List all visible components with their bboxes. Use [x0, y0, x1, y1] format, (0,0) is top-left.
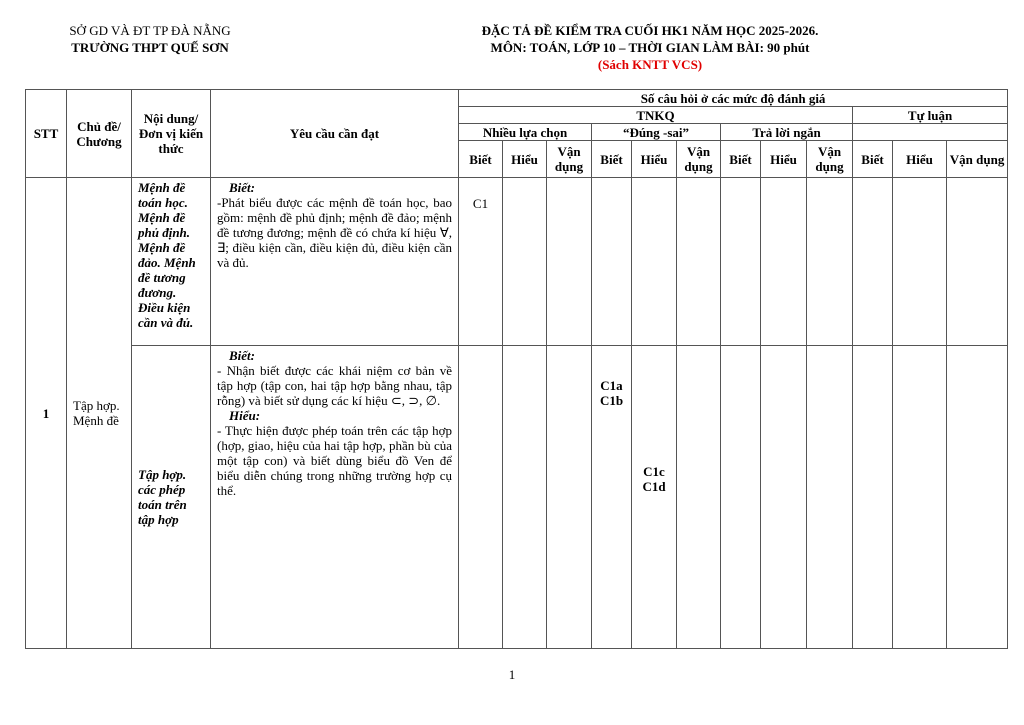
level-biet: Biết — [459, 141, 503, 178]
empty-cell — [721, 346, 761, 649]
level-vandung: Vận dụng — [677, 141, 721, 178]
exam-subject: MÔN: TOÁN, LỚP 10 – THỜI GIAN LÀM BÀI: 90 phút — [490, 40, 810, 55]
table-row — [26, 178, 1008, 346]
requirement-text: - Thực hiện được phép toán trên các tập hợp (hợp, giao, hiệu của hai tập hợp, phần bù của một tập con) và biết dùng biểu đồ Ven để biểu diễn chúng trong những trường hợp cụ thể. — [217, 423, 452, 498]
exam-header — [425, 22, 875, 73]
cell-mcq-biet: C1 — [459, 178, 503, 346]
header-tnkq: TNKQ — [459, 107, 853, 124]
empty-cell — [853, 346, 893, 649]
department-name: SỞ GD VÀ ĐT TP ĐÀ NẴNG — [69, 23, 231, 38]
row-topic: Tập hợp. Mệnh đề — [67, 178, 132, 649]
empty-cell — [547, 178, 592, 346]
level-biet: Biết — [592, 141, 632, 178]
exam-title: ĐẶC TẢ ĐỀ KIỂM TRA CUỐI HK1 NĂM HỌC 2025-2026. — [481, 23, 819, 38]
content-unit-propositions: Mệnh đề toán học. Mệnh đề phủ định. Mệnh đề đảo. Mệnh đề tương đương. Điều kiện cần và đủ. — [132, 178, 211, 346]
empty-cell — [677, 346, 721, 649]
textbook-note: (Sách KNTT VCS) — [597, 57, 703, 72]
empty-cell — [761, 178, 807, 346]
empty-cell — [547, 346, 592, 649]
specification-table — [25, 89, 1008, 649]
level-vandung: Vận dụng — [807, 141, 853, 178]
level-hieu: Hiểu — [893, 141, 947, 178]
requirement-propositions — [211, 178, 459, 346]
table-row — [26, 346, 1008, 649]
question-code: C1d — [642, 479, 666, 494]
school-name: TRƯỜNG THPT QUẾ SƠN — [71, 40, 229, 55]
level-label: Hiểu: — [229, 408, 261, 423]
header-requirement: Yêu cầu cần đạt — [211, 90, 459, 178]
level-hieu: Hiểu — [503, 141, 547, 178]
empty-cell — [592, 178, 632, 346]
header-short-answer: Trả lời ngắn — [721, 124, 853, 141]
header-question-count: Số câu hỏi ở các mức độ đánh giá — [459, 90, 1008, 107]
header-mcq: Nhiều lựa chọn — [459, 124, 592, 141]
header-truefalse: “Đúng -sai” — [592, 124, 721, 141]
requirement-text: -Phát biểu được các mệnh đề toán học, bao gồm: mệnh đề phủ định; mệnh đề đảo; mệnh đề tương đương; mệnh đề có chứa kí hiệu ∀, ∃; điều kiện cần, điều kiện đủ, điều kiện cần và đủ. — [217, 195, 452, 270]
level-hieu: Hiểu — [761, 141, 807, 178]
empty-cell — [893, 178, 947, 346]
cell-truefalse-hieu — [632, 346, 677, 649]
level-vandung: Vận dụng — [947, 141, 1008, 178]
empty-cell — [677, 178, 721, 346]
page-number: 1 — [508, 667, 516, 682]
header-topic: Chủ đề/ Chương — [67, 90, 132, 178]
school-header — [40, 22, 260, 56]
requirement-text: - Nhận biết được các khái niệm cơ bản về tập hợp (tập con, hai tập hợp bằng nhau, tập rỗng) và biết sử dụng các kí hiệu ⊂, ⊃, ∅. — [217, 363, 452, 408]
cell-truefalse-biet — [592, 346, 632, 649]
header-tuluan: Tự luận — [853, 107, 1008, 124]
level-hieu: Hiểu — [632, 141, 677, 178]
level-label: Biết: — [229, 180, 255, 195]
header-stt: STT — [26, 90, 67, 178]
empty-cell — [761, 346, 807, 649]
question-code: C1a — [600, 378, 623, 393]
level-biet: Biết — [721, 141, 761, 178]
level-vandung: Vận dụng — [547, 141, 592, 178]
empty-cell — [893, 346, 947, 649]
requirement-sets — [211, 346, 459, 649]
empty-cell — [853, 178, 893, 346]
empty-cell — [807, 178, 853, 346]
header-tuluan-blank — [853, 124, 1008, 141]
empty-cell — [807, 346, 853, 649]
level-biet: Biết — [853, 141, 893, 178]
question-code: C1b — [599, 393, 624, 408]
header-content: Nội dung/Đơn vị kiến thức — [132, 90, 211, 178]
empty-cell — [503, 178, 547, 346]
header-row-1 — [26, 90, 1008, 107]
level-label: Biết: — [229, 348, 255, 363]
empty-cell — [721, 178, 761, 346]
row-stt: 1 — [26, 178, 67, 649]
empty-cell — [947, 346, 1008, 649]
empty-cell — [632, 178, 677, 346]
empty-cell — [459, 346, 503, 649]
content-unit-sets: Tập hợp. các phép toán trên tập hợp — [132, 346, 211, 649]
question-code: C1c — [643, 464, 665, 479]
empty-cell — [503, 346, 547, 649]
empty-cell — [947, 178, 1008, 346]
